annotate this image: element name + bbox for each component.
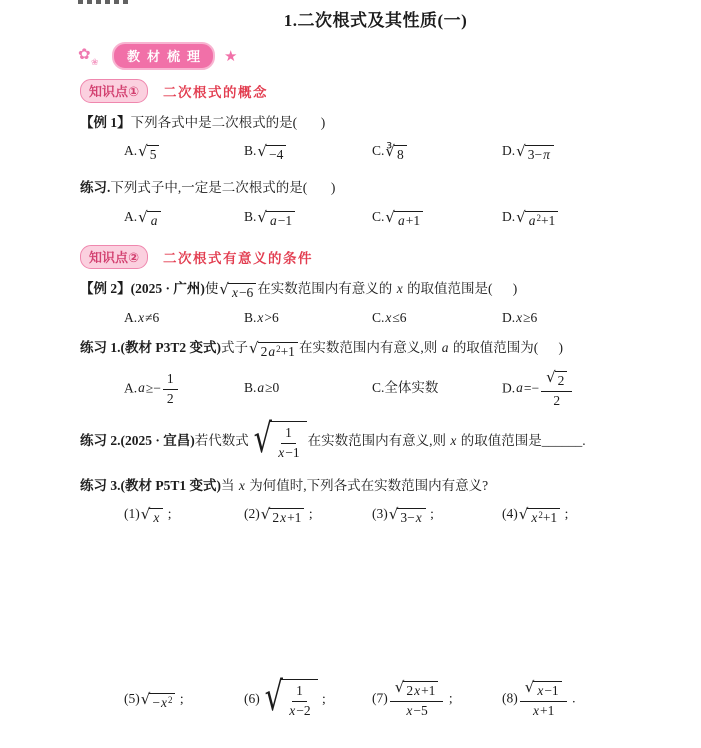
math-text: +1 bbox=[280, 343, 295, 359]
math-text: B. bbox=[244, 380, 257, 396]
math-variable: x bbox=[231, 284, 238, 300]
denominator bbox=[405, 702, 427, 720]
fraction bbox=[288, 683, 310, 720]
math-text: B. bbox=[244, 142, 257, 158]
sqrt-radical bbox=[249, 338, 298, 361]
math-text: 1 bbox=[296, 682, 303, 698]
knowledge-point-1-header bbox=[80, 79, 701, 103]
math-text-bold: 练习. bbox=[80, 180, 111, 196]
math-text: +1 bbox=[540, 213, 556, 229]
radicand bbox=[147, 145, 160, 164]
superscript: 2 bbox=[276, 343, 281, 354]
example-2-option-a bbox=[124, 310, 244, 326]
fraction bbox=[163, 371, 178, 408]
math-text: 2 bbox=[272, 509, 280, 525]
denominator bbox=[288, 702, 310, 720]
math-text: 式子 bbox=[221, 339, 248, 355]
sqrt-radical bbox=[518, 504, 560, 527]
practice-option-a bbox=[124, 209, 244, 230]
math-text: 1 bbox=[166, 370, 174, 386]
math-text: A. bbox=[124, 380, 138, 396]
fraction bbox=[390, 679, 444, 720]
sqrt-radical bbox=[394, 678, 439, 700]
example-2-options bbox=[124, 310, 701, 326]
math-variable: x bbox=[406, 703, 413, 719]
example-1-stem bbox=[80, 112, 651, 134]
math-variable: x bbox=[533, 703, 540, 719]
math-text: ; bbox=[445, 690, 453, 706]
practice-2-stem bbox=[80, 416, 651, 463]
math-text: B. bbox=[244, 209, 257, 225]
item-3 bbox=[372, 506, 502, 527]
radicand bbox=[403, 681, 438, 700]
math-text: −4 bbox=[268, 146, 284, 162]
radicand bbox=[228, 283, 256, 302]
sqrt-radical bbox=[546, 367, 567, 390]
radicand bbox=[149, 693, 175, 712]
radicand bbox=[281, 679, 317, 721]
math-text: 当 bbox=[221, 478, 238, 494]
math-text: 2 bbox=[406, 683, 414, 699]
item-2 bbox=[244, 506, 372, 527]
math-text: ≠6 bbox=[145, 309, 160, 325]
numerator bbox=[292, 683, 307, 702]
math-text: C. bbox=[372, 209, 385, 225]
math-variable: a bbox=[257, 380, 265, 396]
knowledge-point-2-title: 二次根式有意义的条件 bbox=[163, 250, 314, 266]
radical-sign-icon: √ bbox=[253, 416, 272, 463]
math-text: D. bbox=[502, 142, 516, 158]
math-text: 在实数范围内有意义,则 bbox=[307, 433, 450, 449]
math-text: −1 bbox=[544, 683, 559, 699]
math-text: (2) bbox=[244, 505, 260, 521]
math-text: (3) bbox=[372, 505, 388, 521]
math-text: +1 bbox=[405, 213, 421, 229]
practice-3-items-row-2 bbox=[124, 673, 701, 721]
math-text: 3− bbox=[400, 509, 415, 525]
practice-3-items-row-1 bbox=[124, 506, 701, 527]
math-text: 在实数范围内有意义的 bbox=[257, 280, 396, 296]
math-variable: x bbox=[414, 683, 421, 699]
math-text: ; bbox=[164, 505, 172, 521]
knowledge-point-2-badge: 知识点② bbox=[80, 245, 148, 269]
item-5 bbox=[124, 691, 244, 712]
math-variable: a bbox=[268, 343, 276, 359]
math-variable: x bbox=[537, 683, 544, 699]
math-text: −1 bbox=[277, 213, 293, 229]
radical-sign-icon: ∛ bbox=[385, 141, 395, 160]
sqrt-radical bbox=[219, 279, 256, 302]
page-edge-text-fragment bbox=[78, 0, 132, 4]
math-text: −5 bbox=[413, 703, 428, 719]
math-text-bold: 【例 1】 bbox=[80, 115, 131, 130]
sqrt-radical bbox=[516, 141, 554, 164]
denominator bbox=[532, 702, 554, 720]
radicand bbox=[266, 211, 295, 230]
math-text: (7) bbox=[372, 690, 388, 706]
math-variable: a bbox=[269, 213, 277, 229]
knowledge-point-1-title: 二次根式的概念 bbox=[163, 85, 269, 100]
math-variable: a bbox=[528, 213, 536, 229]
fraction bbox=[520, 679, 567, 720]
math-text: B. bbox=[244, 309, 257, 325]
fraction bbox=[541, 369, 572, 410]
math-text: ≥6 bbox=[523, 309, 538, 325]
sqrt-radical bbox=[138, 141, 159, 164]
math-text: − bbox=[152, 694, 160, 710]
radical-sign-icon: √ bbox=[394, 678, 405, 697]
practice-option-c bbox=[372, 209, 502, 230]
radical-sign-icon: √ bbox=[219, 279, 229, 298]
sqrt-radical bbox=[388, 504, 426, 527]
example-1-option-d bbox=[502, 143, 701, 164]
radicand bbox=[270, 421, 306, 463]
math-text: C. bbox=[372, 142, 385, 158]
math-text: A. bbox=[124, 309, 138, 325]
numerator bbox=[541, 369, 572, 392]
radicand bbox=[555, 371, 568, 390]
radicand bbox=[266, 145, 286, 164]
star-icon: ★ bbox=[224, 47, 238, 65]
math-variable: x bbox=[450, 433, 457, 449]
math-text: ; bbox=[561, 505, 569, 521]
math-text: 下列各式中是二次根式的是( ) bbox=[130, 115, 326, 130]
sqrt-radical bbox=[385, 208, 423, 230]
numerator bbox=[390, 679, 444, 702]
math-text: (4) bbox=[502, 505, 518, 521]
math-text: (1) bbox=[124, 505, 140, 521]
math-text: 2 bbox=[557, 372, 565, 388]
denominator bbox=[553, 392, 560, 410]
radicand bbox=[147, 211, 162, 230]
math-variable: x bbox=[396, 280, 403, 296]
sqrt-radical bbox=[516, 208, 558, 230]
math-text: 的取值范围是______. bbox=[457, 433, 586, 449]
example-1-option-a bbox=[124, 143, 244, 164]
radicand bbox=[149, 508, 163, 527]
math-text-bold: 练习 2.(2025 · 宜昌) bbox=[80, 433, 195, 449]
math-text: −2 bbox=[296, 702, 311, 718]
math-text: +1 bbox=[421, 683, 436, 699]
math-text: (8) bbox=[502, 690, 518, 706]
math-text: 3− bbox=[527, 146, 543, 162]
math-text: ; bbox=[318, 690, 326, 706]
math-text: ; bbox=[176, 690, 184, 706]
math-text: 5 bbox=[149, 146, 157, 162]
math-text: +1 bbox=[540, 703, 555, 719]
math-text-bold: 练习 3.(教材 P5T1 变式) bbox=[80, 478, 221, 494]
numerator bbox=[163, 371, 178, 390]
math-text: D. bbox=[502, 209, 516, 225]
math-variable: a bbox=[150, 213, 158, 229]
radicand bbox=[527, 508, 560, 527]
item-8 bbox=[502, 679, 701, 720]
radical-sign-icon: √ bbox=[138, 141, 148, 160]
math-text: D. bbox=[502, 380, 516, 396]
math-text: 下列式子中,一定是二次根式的是( ) bbox=[110, 180, 336, 196]
sqrt-radical bbox=[260, 504, 305, 527]
superscript: 2 bbox=[538, 509, 543, 520]
superscript: 2 bbox=[536, 213, 541, 224]
math-text: 在实数范围内有意义,则 bbox=[298, 339, 441, 355]
math-text: 2 bbox=[553, 392, 561, 408]
radicand bbox=[394, 145, 407, 164]
math-text: ≥0 bbox=[265, 380, 280, 396]
math-text: A. bbox=[124, 142, 138, 158]
example-2-option-c bbox=[372, 310, 502, 326]
radical-sign-icon: √ bbox=[257, 141, 267, 160]
math-text-bold: 【例 2】(2025 · 广州) bbox=[80, 280, 205, 296]
math-text: ; bbox=[305, 505, 313, 521]
radicand bbox=[269, 508, 304, 527]
example-1-option-c bbox=[372, 143, 502, 164]
denominator bbox=[277, 444, 299, 462]
math-text: (6) bbox=[244, 690, 260, 706]
denominator bbox=[167, 390, 174, 408]
radicand bbox=[525, 145, 554, 164]
math-text: . bbox=[568, 690, 576, 706]
math-text: −1 bbox=[285, 445, 300, 461]
math-text: 2 bbox=[260, 343, 268, 359]
math-text-bold: 练习 1.(教材 P3T2 变式) bbox=[80, 339, 221, 355]
radical-sign-icon: √ bbox=[516, 141, 526, 160]
example-2-stem bbox=[80, 278, 651, 302]
math-text: 的取值范围为( ) bbox=[449, 339, 564, 355]
flower-small-glyph: ❀ bbox=[91, 57, 99, 67]
math-variable: x bbox=[257, 309, 264, 325]
sqrt-radical bbox=[524, 678, 562, 700]
item-7 bbox=[372, 679, 502, 720]
cbrt-radical bbox=[385, 141, 406, 164]
practice-1-option-b bbox=[244, 380, 372, 396]
radical-sign-icon: √ bbox=[516, 208, 526, 227]
page-title: 1.二次根式及其性质(一) bbox=[283, 11, 468, 30]
example-1-option-b bbox=[244, 143, 372, 164]
math-variable: x bbox=[516, 309, 523, 325]
radical-sign-icon: √ bbox=[257, 208, 267, 227]
math-text: 2 bbox=[166, 390, 174, 406]
sqrt-radical bbox=[257, 208, 295, 230]
math-text: +1 bbox=[542, 509, 558, 525]
math-text: 使 bbox=[204, 280, 219, 296]
math-variable: x bbox=[153, 509, 160, 525]
radicand bbox=[394, 211, 423, 230]
radical-sign-icon: √ bbox=[260, 504, 271, 523]
math-variable: a bbox=[397, 213, 405, 229]
practice-option-d bbox=[502, 209, 701, 230]
math-variable: a bbox=[516, 380, 523, 396]
math-variable: x bbox=[289, 702, 296, 718]
math-text: +1 bbox=[287, 509, 302, 525]
practice-1-options bbox=[124, 369, 701, 410]
sqrt-radical bbox=[140, 689, 176, 712]
radical-sign-icon: √ bbox=[138, 208, 148, 227]
numerator bbox=[281, 425, 296, 444]
math-text: ; bbox=[426, 505, 434, 521]
item-4 bbox=[502, 506, 701, 527]
math-text: 为何值时,下列各式在实数范围内有意义? bbox=[245, 478, 489, 494]
textbook-review-badge: 教材梳理 bbox=[112, 42, 215, 70]
sqrt-radical bbox=[140, 504, 164, 527]
practice-1-stem bbox=[80, 337, 651, 361]
math-variable: x bbox=[278, 445, 285, 461]
knowledge-point-2-header bbox=[80, 245, 701, 269]
math-variable: x bbox=[138, 309, 145, 325]
math-variable: x bbox=[280, 509, 287, 525]
math-text: (5) bbox=[124, 690, 140, 706]
example-1-options bbox=[124, 143, 701, 164]
radicand bbox=[397, 508, 425, 527]
math-variable: x bbox=[385, 309, 392, 325]
radical-sign-icon: √ bbox=[546, 367, 556, 386]
radicand bbox=[258, 342, 298, 361]
math-text: >6 bbox=[264, 309, 279, 325]
sqrt-radical bbox=[250, 416, 307, 463]
radical-sign-icon: √ bbox=[140, 504, 151, 523]
math-text: =− bbox=[523, 380, 540, 396]
example-2-option-d bbox=[502, 310, 701, 326]
practice-option-b bbox=[244, 209, 372, 230]
item-6 bbox=[244, 673, 372, 721]
practice-1-option-a bbox=[124, 371, 244, 408]
math-variable: a bbox=[138, 380, 145, 396]
practice-1-option-c bbox=[372, 376, 502, 396]
fraction bbox=[277, 425, 299, 462]
math-text: ≤6 bbox=[392, 309, 407, 325]
math-text: D. bbox=[502, 309, 516, 325]
math-variable: x bbox=[531, 509, 538, 525]
math-text: ≥− bbox=[145, 380, 161, 396]
radicand bbox=[525, 211, 559, 230]
math-text: C.全体实数 bbox=[372, 380, 439, 396]
radical-sign-icon: √ bbox=[264, 673, 283, 720]
math-variable: π bbox=[543, 146, 550, 162]
radical-sign-icon: √ bbox=[388, 504, 399, 523]
radical-sign-icon: √ bbox=[385, 208, 395, 227]
numerator bbox=[520, 679, 567, 702]
radical-sign-icon: √ bbox=[524, 678, 535, 697]
math-variable: x bbox=[415, 509, 422, 525]
radicand bbox=[533, 681, 561, 700]
radical-sign-icon: √ bbox=[140, 689, 151, 708]
practice-1-option-d bbox=[502, 369, 701, 410]
superscript: 2 bbox=[167, 694, 173, 705]
math-text: 8 bbox=[396, 146, 404, 162]
math-text: C. bbox=[372, 309, 385, 325]
math-variable: x bbox=[238, 478, 245, 494]
math-variable: a bbox=[441, 339, 449, 355]
flower-large-glyph: ✿ bbox=[78, 47, 91, 63]
radical-sign-icon: √ bbox=[249, 338, 259, 357]
sqrt-radical bbox=[138, 208, 161, 230]
item-1 bbox=[124, 506, 244, 527]
math-text: A. bbox=[124, 209, 138, 225]
sqrt-radical bbox=[261, 673, 318, 721]
math-text: 若代数式 bbox=[194, 433, 249, 449]
radical-sign-icon: √ bbox=[518, 504, 529, 523]
practice-stem bbox=[80, 177, 651, 199]
math-text: −6 bbox=[238, 284, 254, 300]
practice-options bbox=[124, 209, 701, 230]
sqrt-radical bbox=[257, 141, 286, 164]
example-2-option-b bbox=[244, 310, 372, 326]
section-header-row bbox=[78, 44, 701, 68]
math-text: 的取值范围是( ) bbox=[403, 280, 518, 296]
knowledge-point-1-badge: 知识点① bbox=[80, 79, 148, 103]
math-text: 1 bbox=[285, 425, 292, 441]
practice-3-stem bbox=[80, 475, 651, 497]
math-variable: x bbox=[160, 694, 167, 710]
